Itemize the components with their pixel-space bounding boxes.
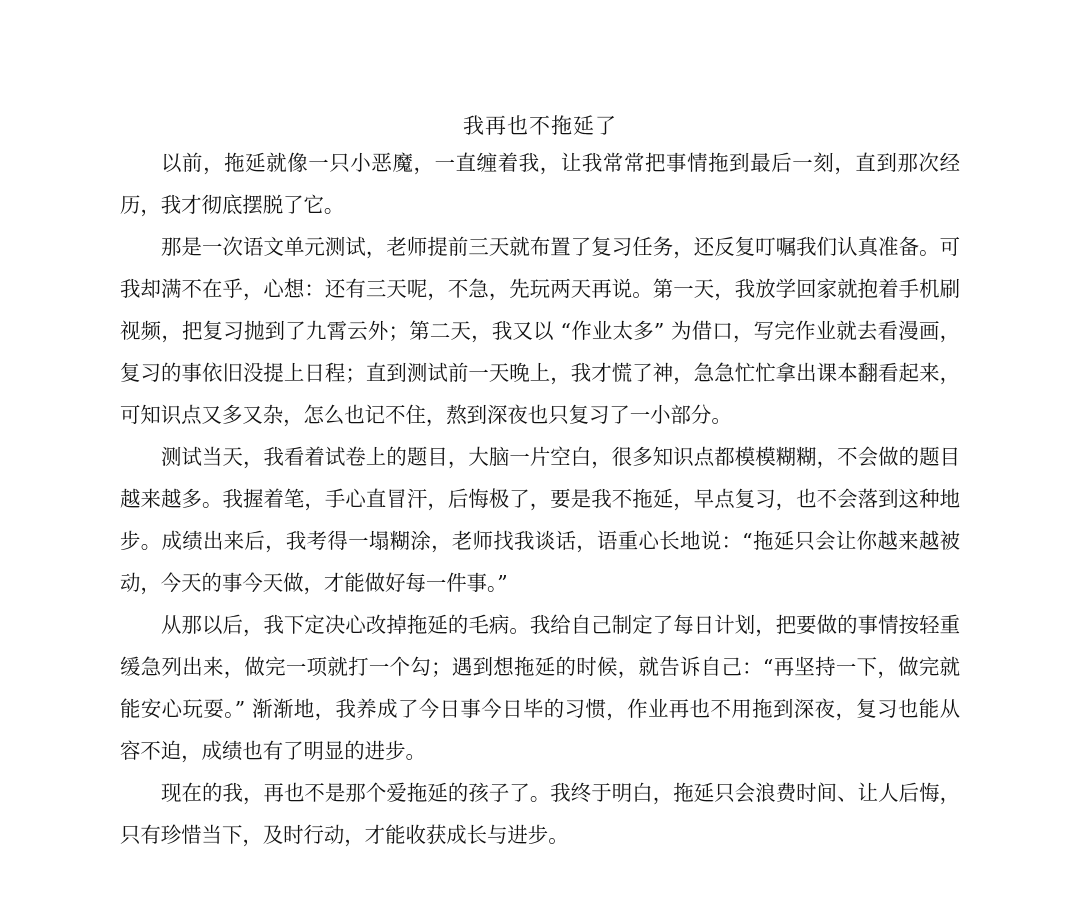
paragraph-4: 从那以后，我下定决心改掉拖延的毛病。我给自己制定了每日计划，把要做的事情按轻重缓急列出来，做完一项就打一个勾；遇到想拖延的时候，就告诉自己：“再坚持一下，做完就能安心玩耍。” 渐渐地，我养成了今日事今日毕的习惯，作业再也不用拖到深夜，复习也能从容不迫，成绩也有了明显的进步。 (120, 613, 960, 763)
paragraph-3: 测试当天，我看着试卷上的题目，大脑一片空白，很多知识点都模模糊糊，不会做的题目越来越多。我握着笔，手心直冒汗，后悔极了，要是我不拖延，早点复习，也不会落到这种地步。成绩出来后，我考得一塌糊涂，老师找我谈话，语重心长地说：“拖延只会让你越来越被动，今天的事今天做，才能做好每一件事。” (120, 445, 960, 595)
document-title: 我再也不拖延了 (463, 114, 617, 138)
paragraph-1: 以前，拖延就像一只小恶魔，一直缠着我，让我常常把事情拖到最后一刻，直到那次经历，我才彻底摆脱了它。 (120, 151, 960, 217)
paragraph-5: 现在的我，再也不是那个爱拖延的孩子了。我终于明白，拖延只会浪费时间、让人后悔，只有珍惜当下，及时行动，才能收获成长与进步。 (120, 781, 960, 847)
paragraph-2: 那是一次语文单元测试，老师提前三天就布置了复习任务，还反复叮嘱我们认真准备。可我却满不在乎，心想：还有三天呢，不急，先玩两天再说。第一天，我放学回家就抱着手机刷视频，把复习抛到了九霄云外；第二天，我又以 “作业太多” 为借口，写完作业就去看漫画，复习的事依旧没提上日程；直到测试前一天晚上，我才慌了神，急急忙忙拿出课本翻看起来，可知识点又多又杂，怎么也记不住，熬到深夜也只复习了一小部分。 (120, 235, 960, 427)
document-body (120, 142, 960, 856)
